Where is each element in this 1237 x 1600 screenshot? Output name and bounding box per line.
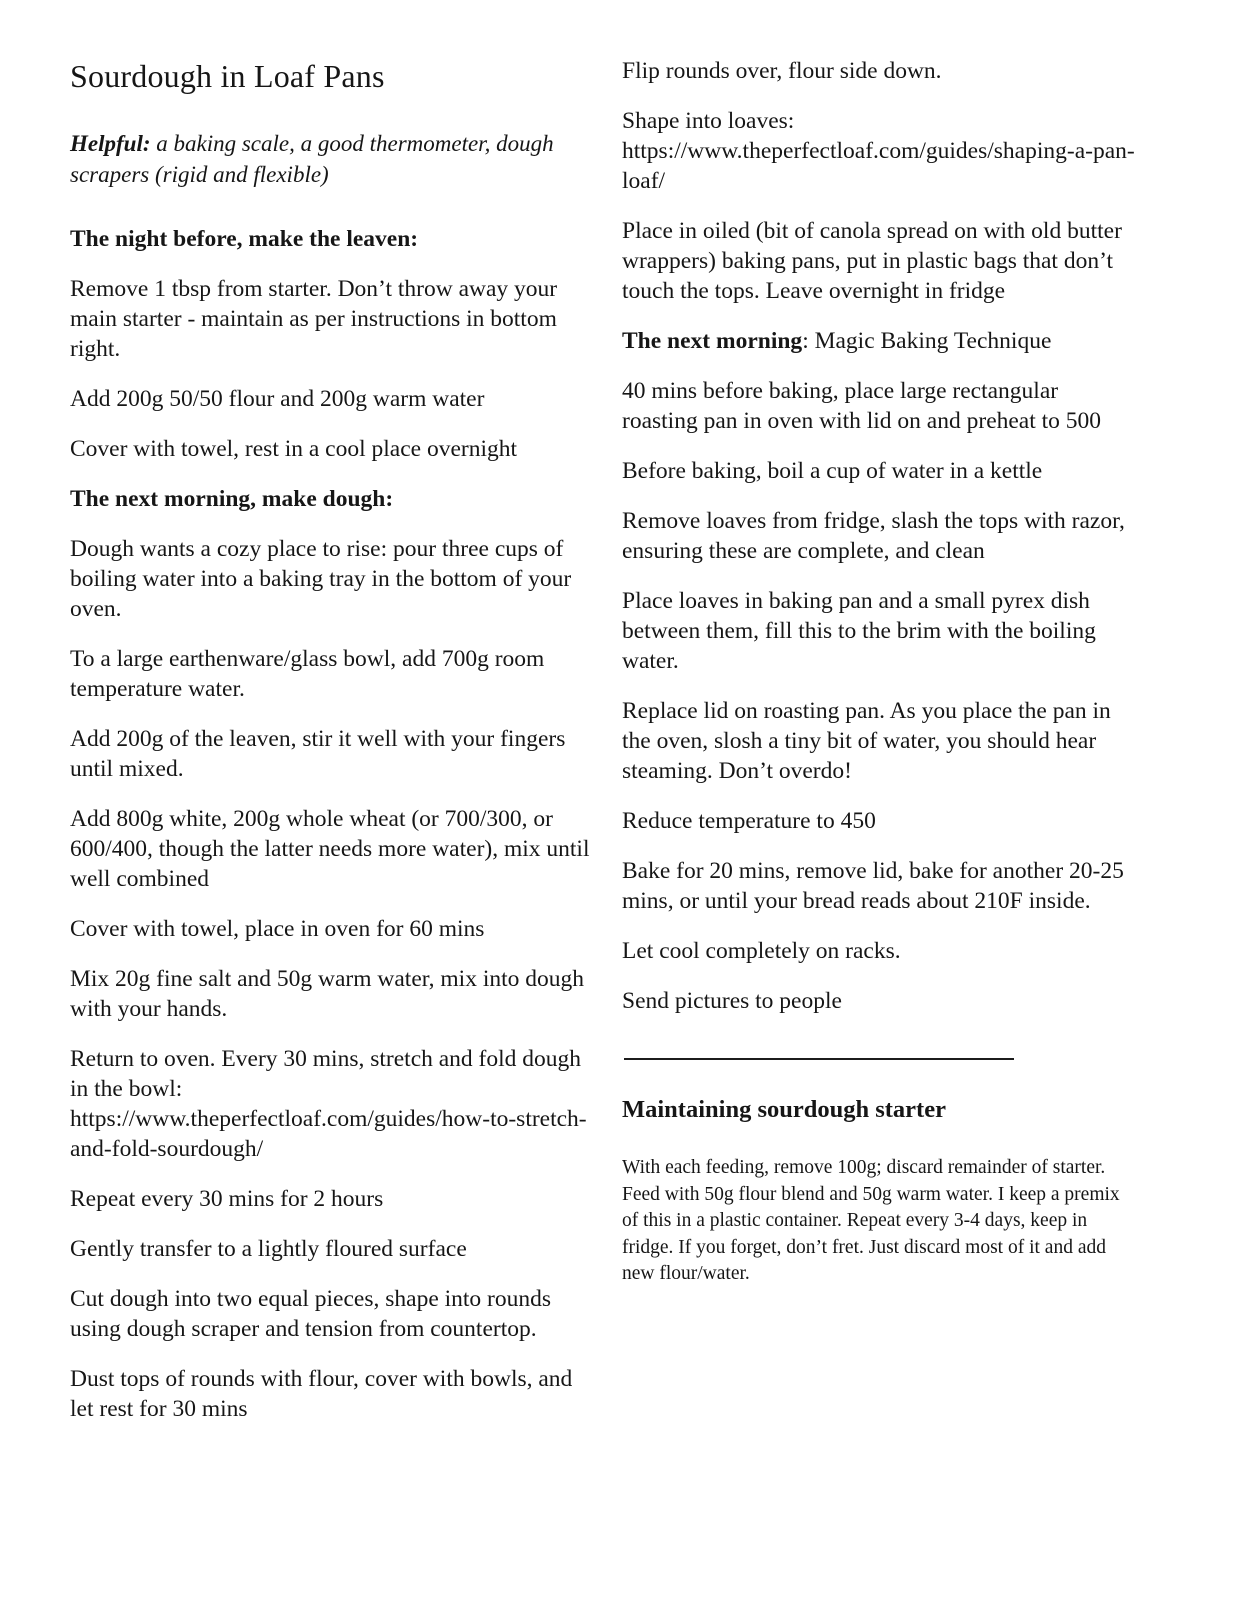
paragraph: To a large earthenware/glass bowl, add 700g room temperature water. xyxy=(70,646,545,702)
paragraph: Cover with towel, place in oven for 60 mins xyxy=(70,916,485,942)
paragraph: Add 800g white, 200g whole wheat (or 700/300, or 600/400, though the latter needs more water), mix until well combined xyxy=(70,806,590,892)
paragraph: Dust tops of rounds with flour, cover with bowls, and let rest for 30 mins xyxy=(70,1366,573,1422)
paragraph: Reduce temperature to 450 xyxy=(622,808,876,834)
helpful-label: Helpful: xyxy=(70,131,151,156)
paragraph: Cut dough into two equal pieces, shape into rounds using dough scraper and tension from countertop. xyxy=(70,1286,552,1342)
page-title: Sourdough in Loaf Pans xyxy=(70,58,385,94)
paragraph: Send pictures to people xyxy=(622,988,842,1014)
paragraph-lead: The next morning xyxy=(622,328,803,354)
paragraph: Before baking, boil a cup of water in a kettle xyxy=(622,458,1043,484)
section-divider xyxy=(624,1058,1014,1060)
paragraph: Add 200g of the leaven, stir it well with your fingers until mixed. xyxy=(70,726,566,782)
section-heading: Maintaining sourdough starter xyxy=(622,1096,946,1123)
left-column xyxy=(70,56,592,1444)
section-heading: The night before, make the leaven: xyxy=(70,226,419,252)
paragraph: Remove loaves from fridge, slash the tops with razor, ensuring these are complete, and clean xyxy=(622,508,1125,564)
paragraph: Repeat every 30 mins for 2 hours xyxy=(70,1186,384,1212)
paragraph: Replace lid on roasting pan. As you place the pan in the oven, slosh a tiny bit of water, you should hear steaming. Don’t overdo! xyxy=(622,698,1111,784)
paragraph-with-lead xyxy=(622,326,1139,356)
right-column-blocks xyxy=(622,56,1139,1288)
paragraph: Cover with towel, rest in a cool place overnight xyxy=(70,436,518,462)
paragraph: Dough wants a cozy place to rise: pour three cups of boiling water into a baking tray in the bottom of your oven. xyxy=(70,536,572,622)
paragraph-text: : Magic Baking Technique xyxy=(802,328,1052,354)
paragraph: Gently transfer to a lightly floured surface xyxy=(70,1236,467,1262)
helpful-text: a baking scale, a good thermometer, dough scrapers (rigid and flexible) xyxy=(70,131,554,187)
section-heading: The next morning, make dough: xyxy=(70,486,394,512)
paragraph: 40 mins before baking, place large rectangular roasting pan in oven with lid on and preheat to 500 xyxy=(622,378,1102,434)
paragraph: Let cool completely on racks. xyxy=(622,938,901,964)
paragraph: Add 200g 50/50 flour and 200g warm water xyxy=(70,386,485,412)
paragraph: Return to oven. Every 30 mins, stretch and fold dough in the bowl: https://www.theperfectloaf.com/guides/how-to-stretch-and-fold-sourdough/ xyxy=(70,1046,587,1162)
paragraph: Place loaves in baking pan and a small pyrex dish between them, fill this to the brim with the boiling water. xyxy=(622,588,1096,674)
right-column xyxy=(622,56,1139,1444)
paragraph: Remove 1 tbsp from starter. Don’t throw away your main starter - maintain as per instructions in bottom right. xyxy=(70,276,558,362)
paragraph: With each feeding, remove 100g; discard remainder of starter. Feed with 50g flour blend and 50g warm water. I keep a premix of this in a plastic container. Repeat every 3-4 days, keep in fridge. If you forget, don’t fret. Just discard most of it and add new flour/water. xyxy=(622,1157,1120,1284)
paragraph: Mix 20g fine salt and 50g warm water, mix into dough with your hands. xyxy=(70,966,585,1022)
paragraph: Shape into loaves: https://www.theperfectloaf.com/guides/shaping-a-pan-loaf/ xyxy=(622,108,1135,194)
left-column-blocks xyxy=(70,224,592,1424)
helpful-note xyxy=(70,128,592,190)
paragraph: Flip rounds over, flour side down. xyxy=(622,58,942,84)
paragraph: Bake for 20 mins, remove lid, bake for another 20-25 mins, or until your bread reads about 210F inside. xyxy=(622,858,1124,914)
paragraph: Place in oiled (bit of canola spread on with old butter wrappers) baking pans, put in plastic bags that don’t touch the tops. Leave overnight in fridge xyxy=(622,218,1122,304)
